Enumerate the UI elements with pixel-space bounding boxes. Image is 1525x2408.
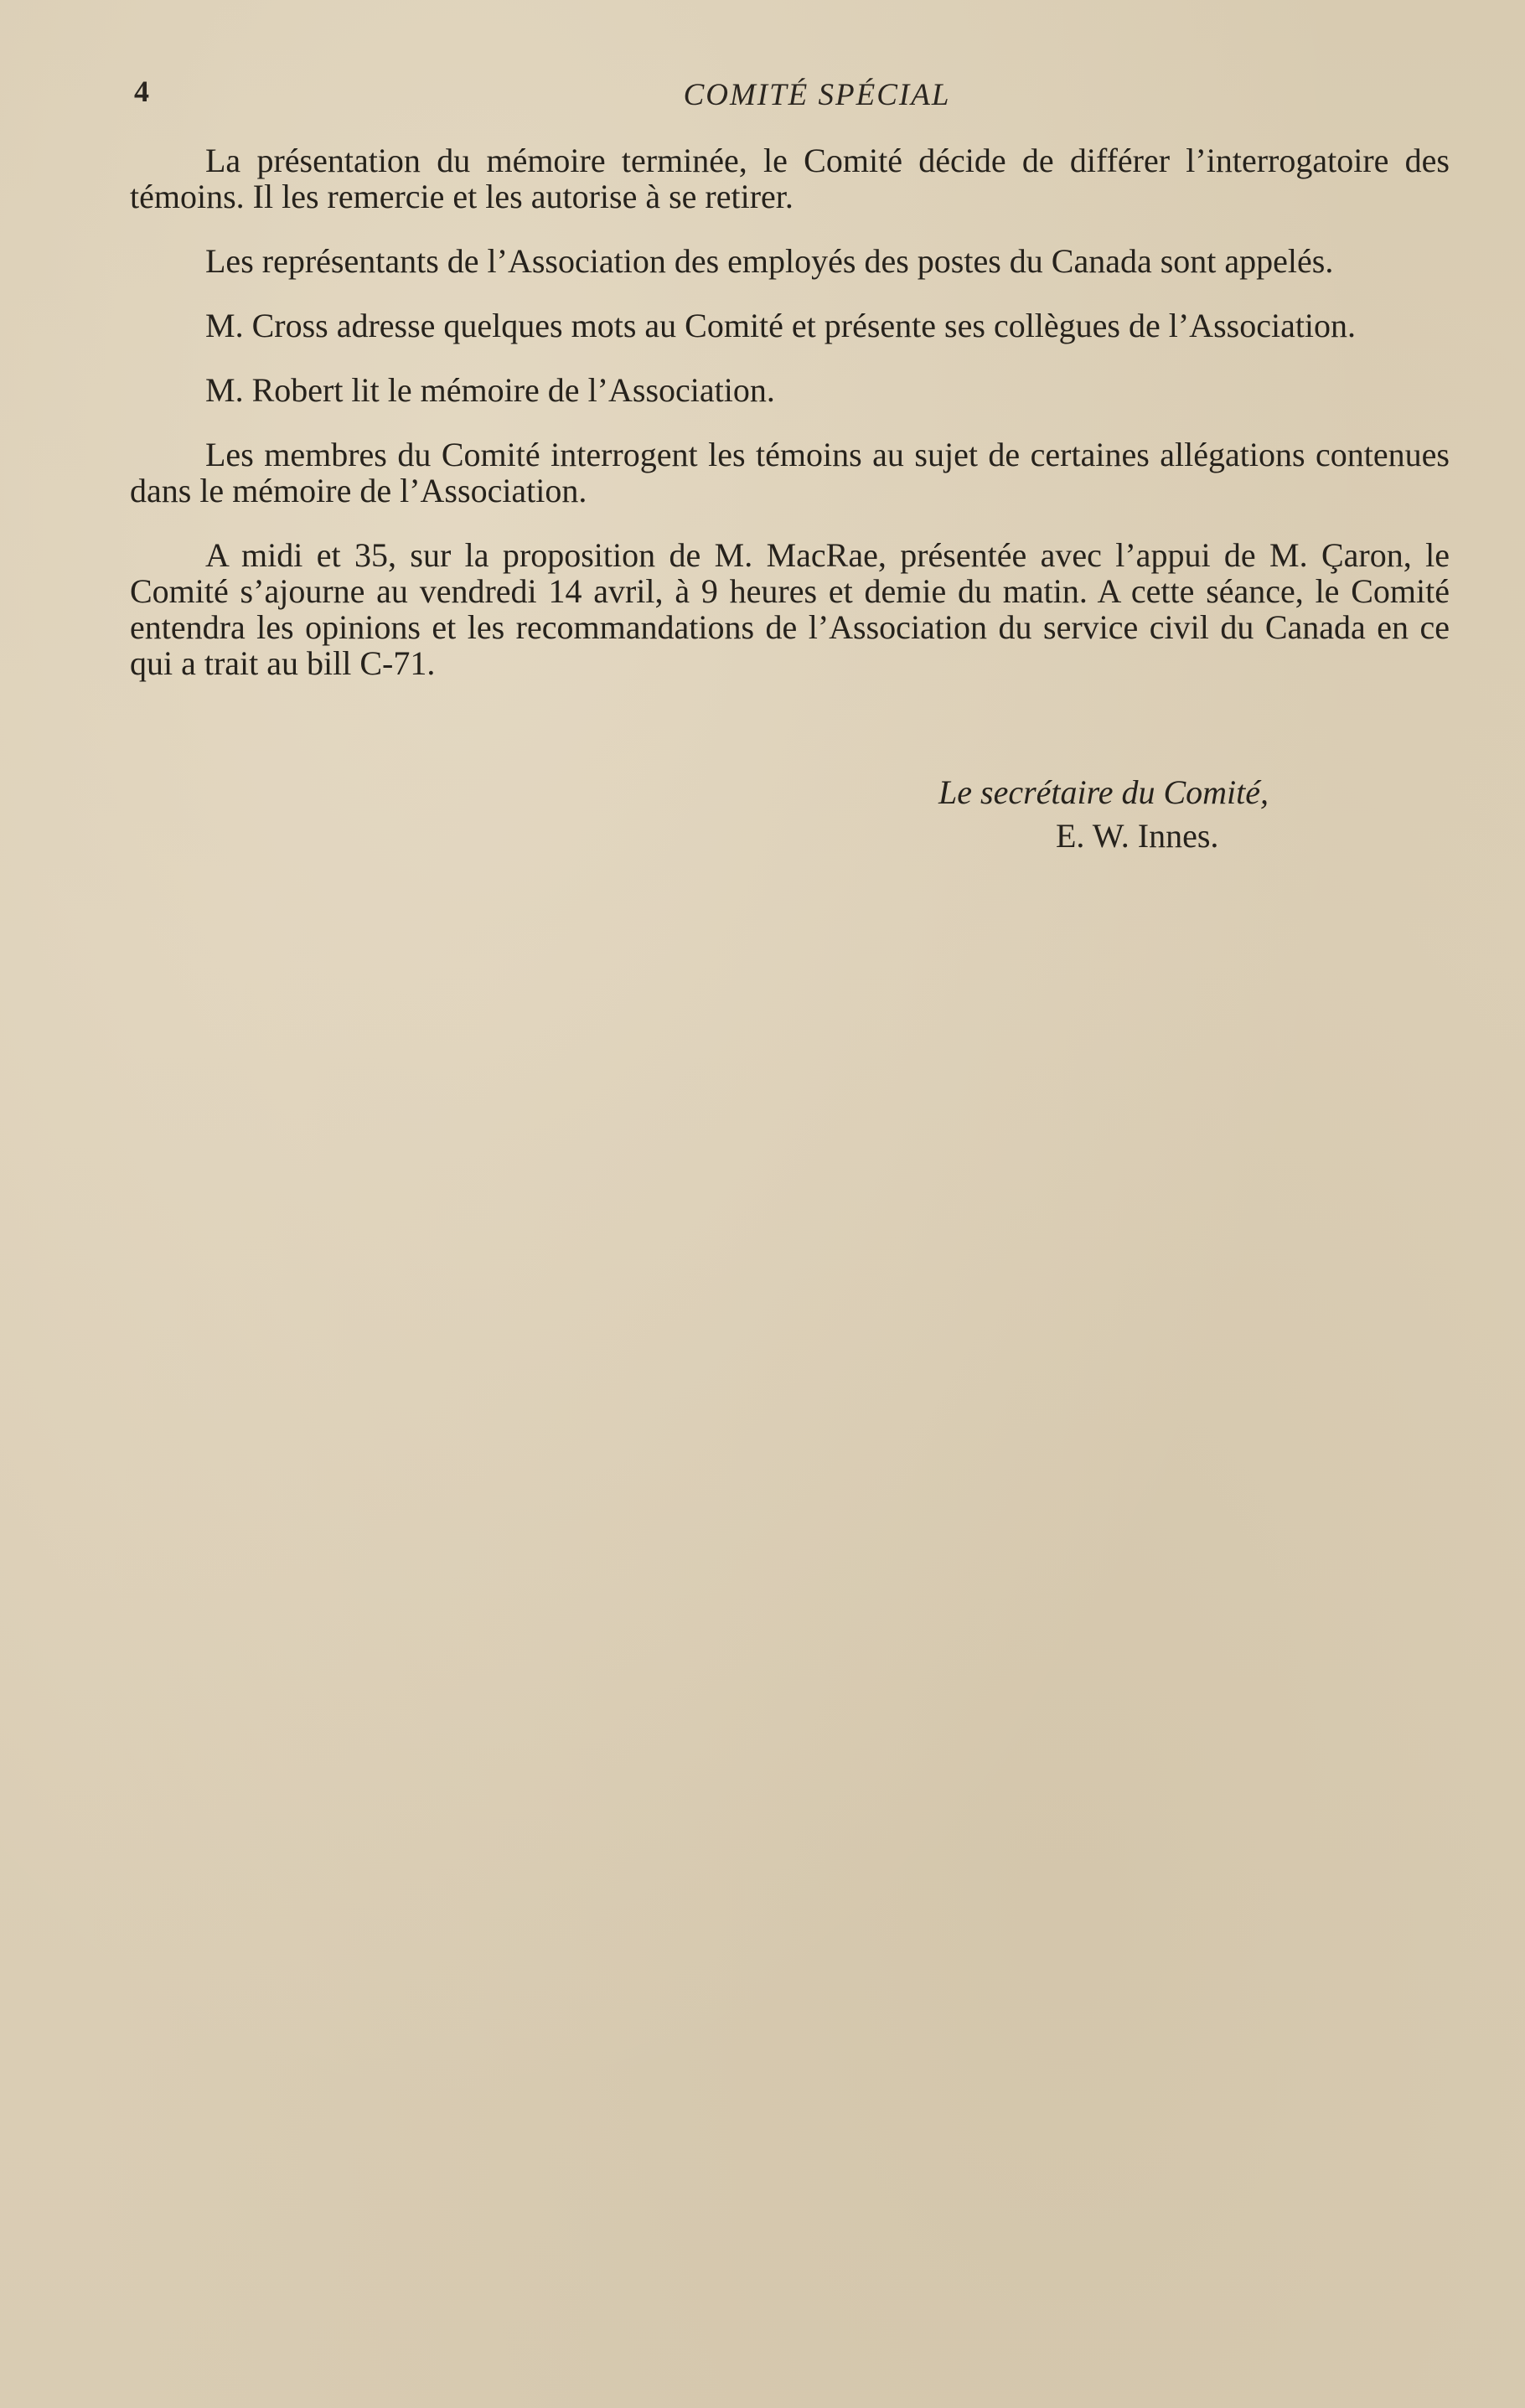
body-text [130,142,1450,710]
paragraph: Les représentants de l’Association des employés des postes du Canada sont appelés. [205,242,1334,280]
signature-title: Le secrétaire du Comité, [938,773,1269,811]
paragraph: A midi et 35, sur la proposition de M. MacRae, présentée avec l’appui de M. Çaron, le Comité s’ajourne au vendredi 14 avril, à 9 heures et demie du matin. A cette séance, le Comité entendra les opinions et les recommandations de l’Association du service civil du Canada en ce qui a trait au bill C-71. [130,536,1450,682]
page-number: 4 [134,75,149,108]
paragraph: Les membres du Comité interrogent les témoins au sujet de certaines allégations contenues dans le mémoire de l’Association. [130,436,1450,509]
paragraph: M. Cross adresse quelques mots au Comité et présente ses collègues de l’Association. [205,307,1357,344]
running-head: COMITÉ SPÉCIAL [683,78,951,112]
signature-block [938,771,1374,858]
signature-name: E. W. Innes. [1056,817,1219,855]
paragraph: La présentation du mémoire terminée, le Comité décide de différer l’interrogatoire des témoins. Il les remercie et les autorise à se retirer. [130,142,1450,215]
page-header [134,74,1450,116]
paragraph: M. Robert lit le mémoire de l’Association. [205,371,775,409]
